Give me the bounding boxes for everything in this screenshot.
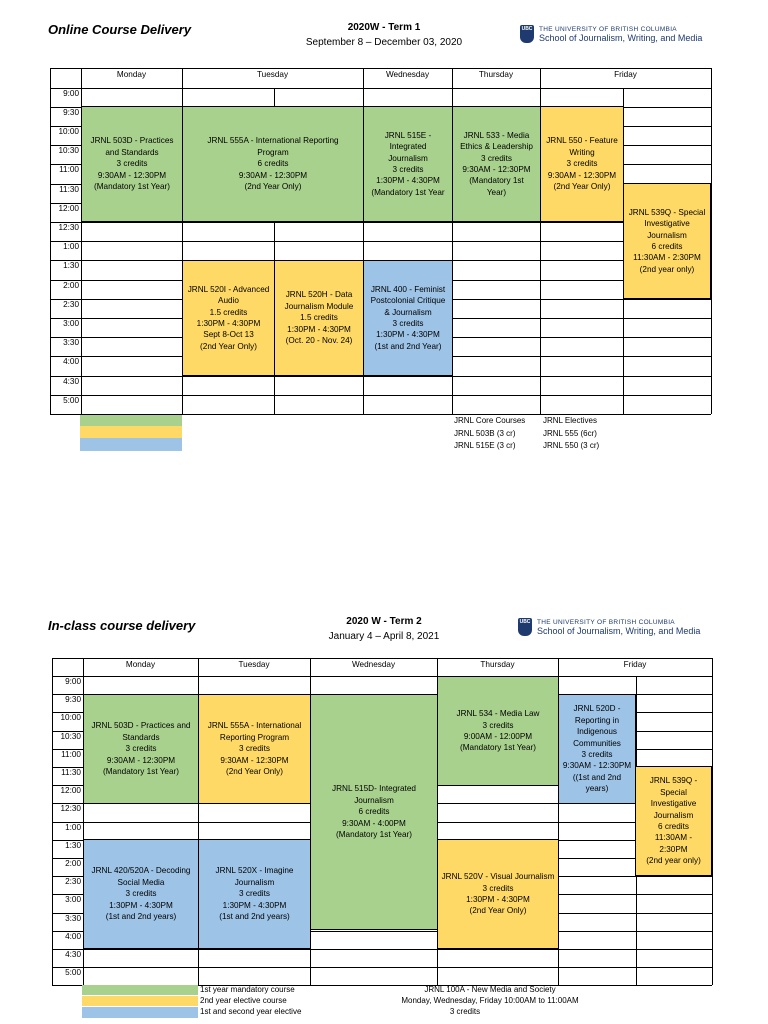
time-label: 11:30 (59, 184, 79, 194)
time-label: 9:30 (63, 107, 79, 117)
time-label: 11:30 (61, 768, 81, 777)
grid-line (52, 658, 712, 659)
time-label: 9:00 (65, 677, 81, 686)
time-label: 12:00 (60, 786, 81, 796)
day-header-friday: Friday (614, 70, 637, 79)
course-block-jrnl-520v: JRNL 520V - Visual Journalism 3 credits 1:30PM - 4:30PM (2nd Year Only) (437, 839, 559, 949)
time-label: 4:00 (65, 931, 81, 941)
grid-line (50, 241, 711, 242)
legend-label-mandatory: 1st year mandatory course (200, 985, 295, 994)
school-name: School of Journalism, Writing, and Media (539, 32, 703, 43)
time-label: 4:30 (63, 376, 79, 386)
day-header-monday: Monday (116, 70, 147, 79)
course-block-jrnl-400: JRNL 400 - Feminist Postcolonial Critique & Journalism 3 credits 1:30PM - 4:30PM (1st and 2nd Year) (363, 260, 453, 376)
term1-term-label: 2020W - Term 1 (347, 22, 421, 33)
term2-legend-swatch-yellow (82, 996, 198, 1006)
time-label: 10:00 (58, 126, 79, 136)
time-label: 10:30 (60, 731, 81, 741)
time-label: 2:30 (65, 877, 81, 887)
time-label: 12:30 (58, 222, 79, 232)
ubc-name: THE UNIVERSITY OF BRITISH COLUMBIA (537, 618, 675, 626)
course-block-jrnl-515d: JRNL 515D- Integrated Journalism 6 credits 9:30AM - 4:00PM (Mandatory 1st Year) (310, 694, 438, 930)
course-block-jrnl-555a: JRNL 555A - International Reporting Program 6 credits 9:30AM - 12:30PM (2nd Year Only) (182, 106, 364, 222)
term1-elective-heading: JRNL Electives (543, 416, 597, 425)
time-label: 11:00 (59, 165, 79, 175)
day-header-wednesday: Wednesday (385, 70, 430, 79)
term1-section-title: Online Course Delivery (48, 22, 192, 37)
time-label: 1:00 (63, 242, 79, 252)
time-label: 11:00 (61, 749, 81, 759)
term2-ubc-logo (518, 618, 700, 636)
term1-elective-item: JRNL 550 (3 cr) (543, 441, 600, 450)
term1-legend-swatch-green (80, 415, 182, 426)
legend-label-1st-2nd-year: 1st and second year elective (200, 1007, 302, 1016)
grid-line (50, 88, 711, 89)
time-label: 9:30 (65, 695, 81, 705)
term1-core-heading: JRNL Core Courses (454, 416, 526, 425)
school-name: School of Journalism, Writing, and Media (537, 625, 701, 636)
grid-line (50, 395, 711, 396)
time-label: 1:30 (63, 261, 79, 271)
day-header-monday: Monday (125, 660, 156, 669)
legend-label-2nd-year: 2nd year elective course (200, 996, 287, 1005)
course-block-jrnl-539q: JRNL 539Q - Special Investigative Journalism 6 credits 11:30AM - 2:30PM (2nd year only) (623, 183, 711, 299)
term1-core-item: JRNL 503B (3 cr) (454, 429, 516, 438)
course-block-jrnl-520i: JRNL 520I - Advanced Audio 1.5 credits 1:30PM - 4:30PM Sept 8-Oct 13 (2nd Year Only) (182, 260, 275, 376)
grid-line (52, 676, 712, 677)
course-block-jrnl-503d: JRNL 503D - Practices and Standards 3 credits 9:30AM - 12:30PM (Mandatory 1st Year) (81, 106, 183, 222)
term1-dates: September 8 – December 03, 2020 (305, 37, 463, 48)
term2-legend-swatch-green (82, 985, 198, 995)
course-block-jrnl-555a: JRNL 555A - International Reporting Program 3 credits 9:30AM - 12:30PM (2nd Year Only) (198, 694, 311, 804)
grid-line (52, 949, 712, 950)
time-label: 12:30 (60, 804, 81, 814)
grid-line (50, 68, 711, 69)
course-block-jrnl-520h: JRNL 520H - Data Journalism Module 1.5 credits 1:30PM - 4:30PM (Oct. 20 - Nov. 24) (274, 260, 364, 376)
grid-line (712, 658, 713, 985)
time-label: 1:30 (65, 840, 81, 850)
time-label: 4:00 (63, 357, 79, 367)
course-block-jrnl-420-520a: JRNL 420/520A - Decoding Social Media 3 credits 1:30PM - 4:30PM (1st and 2nd years) (83, 839, 199, 949)
ubc-name: THE UNIVERSITY OF BRITISH COLUMBIA (539, 25, 677, 33)
course-block-jrnl-550: JRNL 550 - Feature Writing 3 credits 9:30AM - 12:30PM (2nd Year Only) (540, 106, 624, 222)
note-jrnl-100a-schedule: Monday, Wednesday, Friday 10:00AM to 11:00AM (401, 996, 579, 1005)
time-label: 1:00 (65, 822, 81, 832)
course-block-jrnl-520x: JRNL 520X - Imagine Journalism 3 credits 1:30PM - 4:30PM (1st and 2nd years) (198, 839, 311, 949)
day-header-thursday: Thursday (480, 660, 515, 669)
time-label: 5:00 (65, 968, 81, 978)
day-header-friday: Friday (623, 660, 647, 669)
time-label: 12:00 (58, 203, 79, 213)
time-label: 9:00 (63, 88, 79, 98)
note-jrnl-100a-credits: 3 credits (449, 1007, 481, 1016)
time-label: 3:30 (63, 338, 79, 348)
grid-line (50, 222, 711, 223)
day-header-tuesday: Tuesday (238, 660, 270, 669)
time-label: 5:00 (63, 395, 79, 405)
course-block-jrnl-534: JRNL 534 - Media Law 3 credits 9:00AM - 12:00PM (Mandatory 1st Year) (437, 676, 559, 786)
term1-ubc-logo (520, 25, 702, 43)
time-label: 2:00 (65, 859, 81, 868)
course-block-jrnl-520d: JRNL 520D - Reporting in Indigenous Communities 3 credits 9:30AM - 12:30PM ((1st and 2nd years) (558, 694, 636, 804)
term2-legend-swatch-blue (82, 1007, 198, 1018)
day-header-thursday: Thursday (478, 70, 514, 79)
time-label: 2:00 (63, 280, 79, 290)
time-label: 3:00 (63, 318, 79, 328)
time-label: 2:30 (63, 299, 79, 309)
term1-legend-swatch-yellow (80, 426, 182, 438)
day-header-tuesday: Tuesday (256, 70, 289, 79)
term1-legend-swatch-blue (80, 438, 182, 451)
course-block-jrnl-539q: JRNL 539Q - Special Investigative Journalism 6 credits 11:30AM - 2:30PM (2nd year only) (635, 766, 712, 876)
course-block-jrnl-533: JRNL 533 - Media Ethics & Leadership 3 credits 9:30AM - 12:30PM (Mandatory 1st Year) (452, 106, 541, 222)
day-header-wednesday: Wednesday (351, 660, 396, 669)
term1-core-item: JRNL 515E (3 cr) (454, 441, 516, 450)
time-label: 10:00 (60, 713, 81, 723)
note-jrnl-100a-title: JRNL 100A - New Media and Society (424, 985, 556, 994)
time-label: 4:30 (65, 950, 81, 959)
term2-term-label: 2020 W - Term 2 (346, 616, 422, 627)
time-label: 10:30 (58, 146, 79, 156)
course-block-jrnl-515e: JRNL 515E - Integrated Journalism 3 credits 1:30PM - 4:30PM (Mandatory 1st Year (363, 106, 453, 222)
term2-dates: January 4 – April 8, 2021 (328, 631, 440, 642)
course-block-jrnl-503d: JRNL 503D - Practices and Standards 3 credits 9:30AM - 12:30PM (Mandatory 1st Year) (83, 694, 199, 804)
term2-section-title: In-class course delivery (48, 618, 196, 633)
grid-line (52, 967, 712, 968)
ubc-crest-icon: UBC (518, 618, 532, 636)
grid-line (711, 68, 712, 414)
ubc-crest-icon: UBC (520, 25, 534, 43)
time-label: 3:00 (65, 895, 81, 905)
term1-elective-item: JRNL 555 (6cr) (543, 429, 597, 438)
time-label: 3:30 (65, 913, 81, 923)
